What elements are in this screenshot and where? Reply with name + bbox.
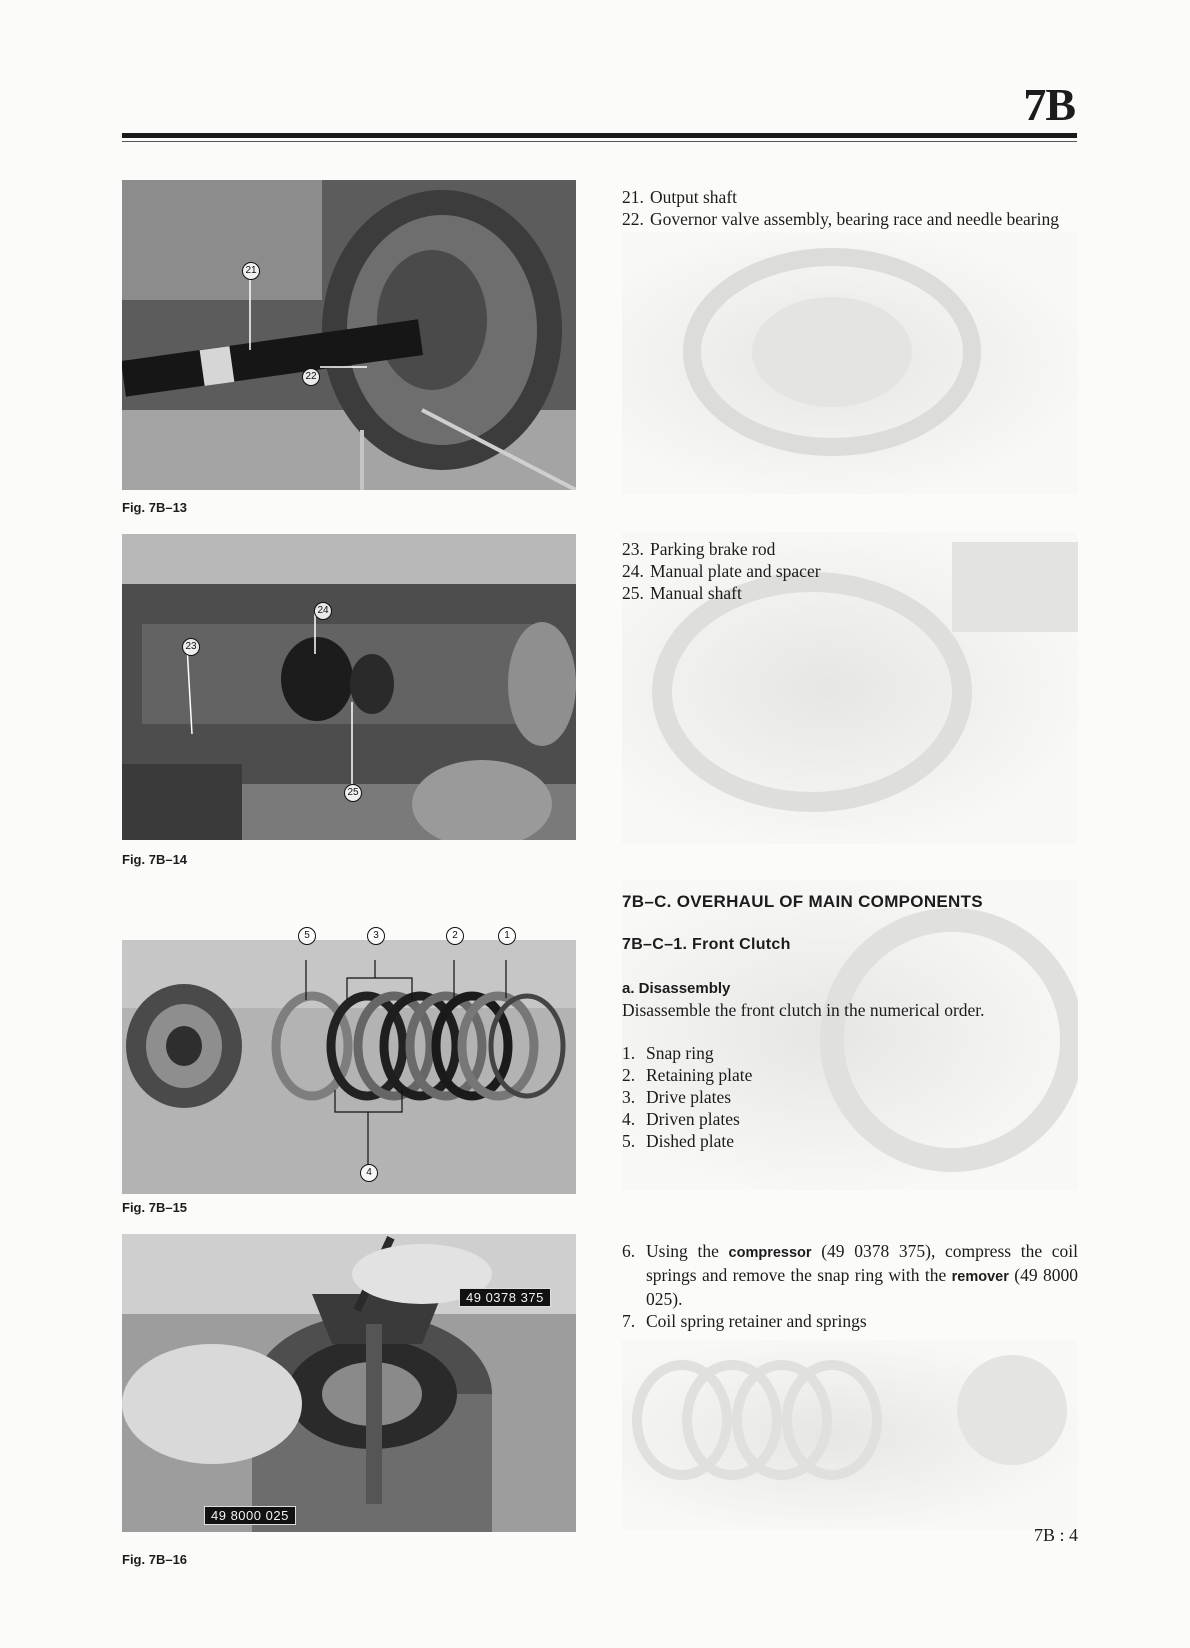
figure-7b-16-photo [122,1234,576,1532]
compressor-tool-tag: 49 0378 375 [459,1288,551,1307]
callout-3: 3 [367,927,385,945]
legend-fig-13 [622,186,1078,230]
callout-5: 5 [298,927,316,945]
subsection-heading: 7B–C–1. Front Clutch [622,936,791,953]
list-item: 23. Parking brake rod [622,539,776,559]
header-rule [122,133,1077,138]
list-item: 4. Driven plates [622,1109,740,1129]
bleed-through-image [622,232,1078,494]
callout-21: 21 [242,262,260,280]
steps-list [622,1240,1078,1332]
list-item: 1. Snap ring [622,1043,714,1063]
figure-7b-13-caption: Fig. 7B–13 [122,500,188,515]
figure-7b-14-caption: Fig. 7B–14 [122,852,188,867]
callout-4: 4 [360,1164,378,1182]
figure-7b-15-photo [122,940,576,1194]
callout-2: 2 [446,927,464,945]
front-clutch-parts-list [622,1042,1078,1152]
callout-1: 1 [498,927,516,945]
remover-tool-name: remover [951,1269,1009,1285]
figure-7b-16-caption: Fig. 7B–16 [122,1552,188,1567]
compressor-tool-name: compressor [728,1245,812,1261]
list-item: 21. Output shaft [622,187,738,207]
list-item: 3. Drive plates [622,1087,732,1107]
list-item: 24. Manual plate and spacer [622,561,821,581]
section-heading: 7B–C. OVERHAUL OF MAIN COMPONENTS [622,892,983,911]
figure-7b-13-photo [122,180,576,490]
figure-7b-15-caption: Fig. 7B–15 [122,1200,188,1215]
callout-24: 24 [314,602,332,620]
header-rule-thin [122,141,1077,142]
list-item: 25. Manual shaft [622,583,742,603]
list-item: 2. Retaining plate [622,1065,753,1085]
remover-tool-tag: 49 8000 025 [204,1506,296,1525]
list-item: 22. Governor valve assembly, bearing race and needle bearing [622,209,1059,229]
disassembly-instruction: Disassemble the front clutch in the numerical order. [622,1000,985,1020]
callout-25: 25 [344,784,362,802]
callout-22: 22 [302,368,320,386]
page-number: 7B : 4 [1033,1525,1078,1545]
legend-fig-14 [622,538,1078,604]
list-item: 5. Dished plate [622,1131,734,1151]
step-6: 6. Using the compressor (49 0378 375), compress the coil springs and remove the snap ring with the remover (49 8000 025). [622,1241,1079,1309]
step-7: 7. Coil spring retainer and springs [622,1311,867,1331]
callout-23: 23 [182,638,200,656]
section-code: 7B [1023,79,1075,130]
bleed-through-image [622,1340,1078,1530]
disassembly-heading: a. Disassembly [622,980,731,997]
